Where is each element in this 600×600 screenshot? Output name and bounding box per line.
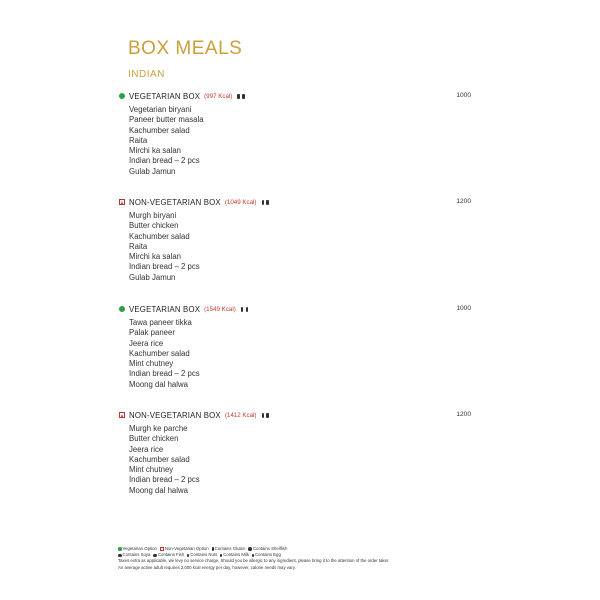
item-list	[129, 424, 472, 496]
non-vegetarian-icon	[117, 199, 126, 205]
list-item: Murgh biryani	[129, 211, 177, 220]
list-item: Butter chicken	[129, 221, 179, 231]
list-item: Moong dal halwa	[129, 485, 188, 495]
tax-note: Taxes extra as applicable, we levy no service charge. Should you be allergic to any ingredient, please bring it to the attention of the order taker.	[118, 558, 390, 564]
shellfish-icon	[248, 547, 252, 551]
item-list	[129, 105, 472, 177]
menu-item-non-vegetarian-box-2	[117, 409, 472, 496]
list-item: Indian bread – 2 pcs	[129, 369, 200, 379]
legend-label: Contains Fish	[157, 552, 185, 558]
list-item: Gulab Jamun	[129, 272, 176, 282]
list-item: Kachumber salad	[129, 231, 190, 241]
legend-label: Contains Egg	[255, 552, 281, 558]
menu-item-non-vegetarian-box-1	[117, 196, 472, 283]
menu-item-name: NON-VEGETARIAN BOX	[129, 410, 221, 420]
vegetarian-icon	[117, 93, 126, 99]
allergen-icon	[262, 200, 264, 205]
list-item: Mint chutney	[129, 359, 174, 369]
item-list	[129, 318, 472, 390]
allergen-icon	[237, 94, 239, 99]
legend-label: Vegetarian Option	[122, 546, 157, 551]
allergen-icon	[242, 94, 244, 99]
vegetarian-icon	[118, 547, 122, 551]
legend-label: Contains Nuts	[190, 552, 218, 558]
list-item: Mint chutney	[129, 465, 174, 475]
legend-label: Contains Shellfish	[252, 546, 288, 551]
price: 1000	[456, 92, 471, 99]
allergen-icon	[266, 200, 268, 205]
legend-label: Non-Vegetarian Option	[164, 546, 209, 551]
price: 1000	[456, 305, 471, 312]
list-item: Kachumber salad	[129, 348, 190, 358]
legend-label: Contains Soya	[122, 552, 151, 558]
list-item: Butter chicken	[129, 434, 179, 444]
allergen-icon	[266, 413, 268, 418]
price: 1200	[456, 198, 471, 205]
list-item: Palak paneer	[129, 328, 175, 338]
list-item: Murgh ke parche	[129, 424, 188, 433]
calorie-note: An average active adult requires 2,000 kcal energy per day, however, calorie needs may vary.	[118, 564, 296, 570]
page-title: BOX MEALS	[128, 38, 243, 59]
list-item: Indian bread – 2 pcs	[129, 156, 200, 166]
section-title: INDIAN	[128, 69, 165, 80]
list-item: Raita	[129, 135, 148, 145]
list-item: Vegetarian biryani	[129, 105, 192, 114]
list-item: Gulab Jamun	[129, 166, 176, 176]
non-vegetarian-icon	[117, 412, 126, 418]
vegetarian-icon	[117, 306, 126, 312]
menu-item-name: VEGETARIAN BOX	[129, 304, 201, 314]
calorie-label: (997 Kcal)	[204, 92, 233, 100]
menu-item-name: VEGETARIAN BOX	[129, 91, 201, 101]
menu-item-vegetarian-box-2	[117, 303, 472, 390]
list-item: Indian bread – 2 pcs	[129, 262, 200, 272]
list-item: Jeera rice	[129, 444, 164, 454]
soya-icon	[118, 554, 122, 558]
calorie-label: (1412 Kcal)	[224, 411, 257, 419]
list-item: Paneer butter masala	[129, 115, 204, 125]
list-item: Jeera rice	[129, 338, 164, 348]
list-item: Indian bread – 2 pcs	[129, 475, 200, 485]
calorie-label: (1549 Kcal)	[204, 305, 236, 313]
legend-label: Contains Milk	[223, 552, 250, 558]
non-vegetarian-icon	[160, 547, 164, 551]
list-item: Moong dal halwa	[129, 379, 188, 389]
calorie-label: (1049 Kcal)	[224, 198, 257, 206]
list-item: Mirchi ka salan	[129, 146, 181, 156]
fish-icon	[153, 554, 157, 558]
list-item: Mirchi ka salan	[129, 252, 181, 262]
allergen-icon	[246, 307, 248, 312]
allergen-icon	[262, 413, 264, 418]
legend-label: Contains Gluten	[214, 546, 246, 551]
menu-item-name: NON-VEGETARIAN BOX	[129, 197, 221, 207]
gluten-icon	[212, 547, 214, 551]
allergen-icon	[241, 307, 243, 312]
list-item: Raita	[129, 241, 148, 251]
legend	[118, 546, 478, 571]
list-item: Tawa paneer tikka	[129, 318, 192, 327]
egg-icon	[252, 554, 254, 558]
item-list	[129, 211, 472, 283]
price: 1200	[456, 411, 471, 418]
menu-item-vegetarian-box-1	[117, 90, 472, 177]
list-item: Kachumber salad	[129, 125, 190, 135]
list-item: Kachumber salad	[129, 454, 190, 464]
nuts-icon	[187, 554, 189, 558]
milk-icon	[220, 554, 222, 558]
